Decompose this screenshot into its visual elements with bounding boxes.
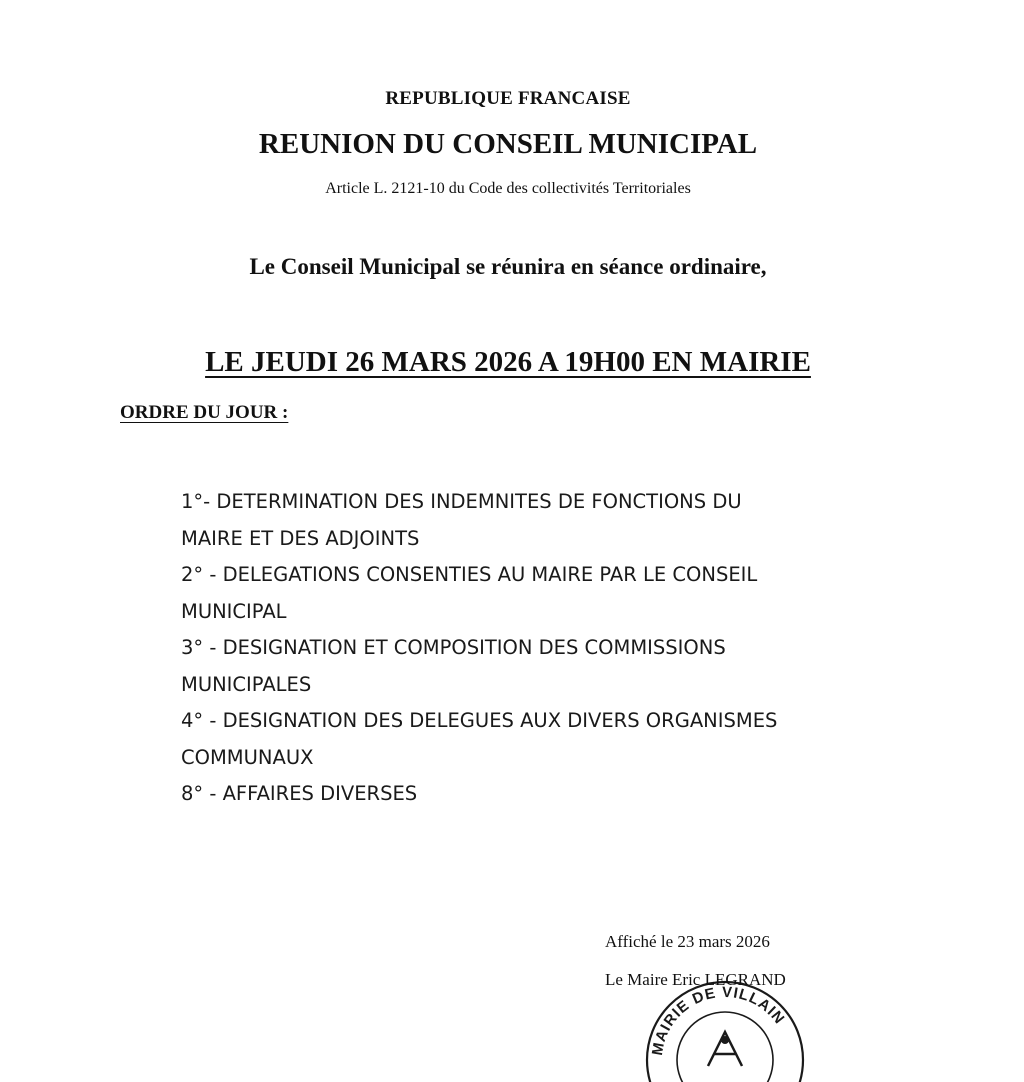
agenda-list [181,484,881,813]
article-reference: Article L. 2121-10 du Code des collectivités Territoriales [325,180,691,197]
mayor-signature-line: Le Maire Eric LEGRAND [605,970,786,989]
stamp-text: MAIRIE DE VILLAIN [648,983,789,1057]
posted-date: Affiché le 23 mars 2026 [605,932,770,951]
agenda-line: MUNICIPAL [181,599,287,623]
meeting-date: LE JEUDI 26 MARS 2026 A 19H00 EN MAIRIE [205,346,811,378]
agenda-line: 3° - DESIGNATION ET COMPOSITION DES COMMISSIONS [181,636,726,659]
agenda-label: ORDRE DU JOUR : [120,402,289,423]
stamp-inner-ring [677,1012,773,1082]
session-announcement: Le Conseil Municipal se réunira en séance ordinaire, [249,254,767,279]
agenda-line: 1°- DETERMINATION DES INDEMNITES DE FONCTIONS DU [181,490,742,513]
agenda-line: 2° - DELEGATIONS CONSENTIES AU MAIRE PAR LE CONSEIL [181,563,758,586]
agenda-line: MUNICIPALES [181,672,312,696]
agenda-line: 4° - DESIGNATION DES DELEGUES AUX DIVERS ORGANISMES [181,709,778,732]
document-title: REUNION DU CONSEIL MUNICIPAL [258,128,758,160]
republic-heading: REPUBLIQUE FRANCAISE [385,88,631,109]
agenda-line: MAIRE ET DES ADJOINTS [181,526,420,550]
agenda-line: COMMUNAUX [181,745,314,769]
agenda-line: 8° - AFFAIRES DIVERSES [181,782,418,805]
